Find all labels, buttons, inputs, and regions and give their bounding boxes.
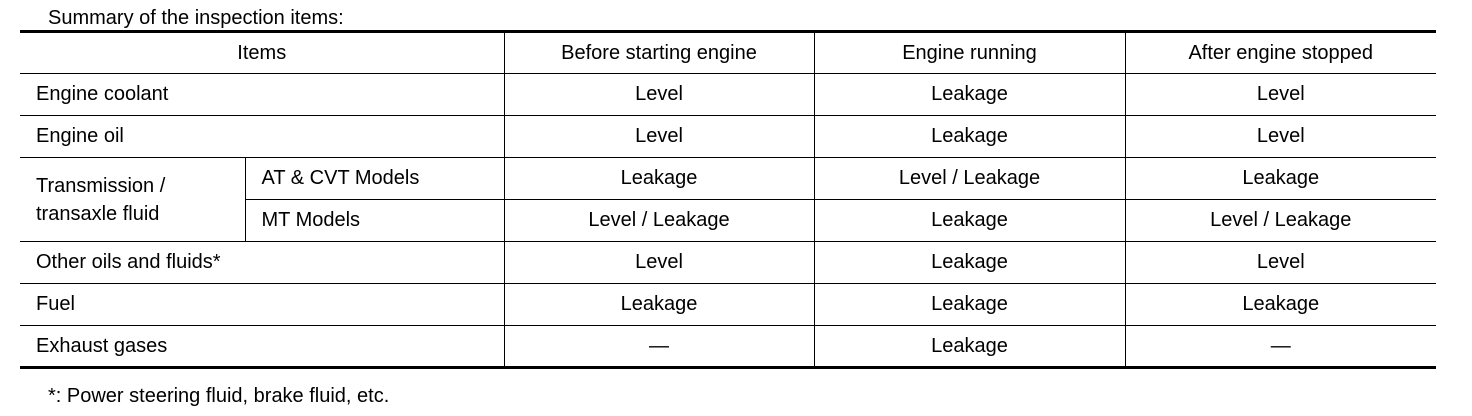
after-cell: Level / Leakage [1125, 200, 1436, 242]
before-cell: — [504, 326, 814, 368]
running-cell: Leakage [814, 326, 1125, 368]
running-cell: Leakage [814, 74, 1125, 116]
item-name: Engine coolant [20, 74, 504, 116]
after-cell: — [1125, 326, 1436, 368]
after-cell: Level [1125, 242, 1436, 284]
before-cell: Level [504, 242, 814, 284]
after-cell: Level [1125, 116, 1436, 158]
table-row [20, 74, 1436, 116]
transmission-label [20, 158, 245, 242]
table-caption: Summary of the inspection items: [48, 7, 344, 29]
before-cell: Leakage [504, 284, 814, 326]
table-row [20, 242, 1436, 284]
header-after-engine-stopped: After engine stopped [1125, 32, 1436, 74]
item-name: Engine oil [20, 116, 504, 158]
model-name: AT & CVT Models [245, 158, 504, 200]
transmission-label-line1: Transmission / [36, 174, 166, 197]
after-cell: Leakage [1125, 284, 1436, 326]
before-cell: Level [504, 116, 814, 158]
table-row [20, 284, 1436, 326]
item-name: Fuel [20, 284, 504, 326]
item-name: Other oils and fluids* [20, 242, 504, 284]
running-cell: Leakage [814, 116, 1125, 158]
item-name: Exhaust gases [20, 326, 504, 368]
table-row [20, 158, 1436, 200]
after-cell: Level [1125, 74, 1436, 116]
header-engine-running: Engine running [814, 32, 1125, 74]
after-cell: Leakage [1125, 158, 1436, 200]
header-row [20, 32, 1436, 74]
running-cell: Leakage [814, 200, 1125, 242]
before-cell: Leakage [504, 158, 814, 200]
inspection-table [20, 30, 1436, 369]
header-before-starting-engine: Before starting engine [504, 32, 814, 74]
running-cell: Leakage [814, 284, 1125, 326]
table-row [20, 116, 1436, 158]
footnote: *: Power steering fluid, brake fluid, etc. [48, 385, 390, 407]
running-cell: Leakage [814, 242, 1125, 284]
model-name: MT Models [245, 200, 504, 242]
transmission-label-line2: transaxle fluid [36, 202, 160, 225]
before-cell: Level [504, 74, 814, 116]
running-cell: Level / Leakage [814, 158, 1125, 200]
header-items: Items [20, 32, 504, 74]
table-row [20, 326, 1436, 368]
before-cell: Level / Leakage [504, 200, 814, 242]
